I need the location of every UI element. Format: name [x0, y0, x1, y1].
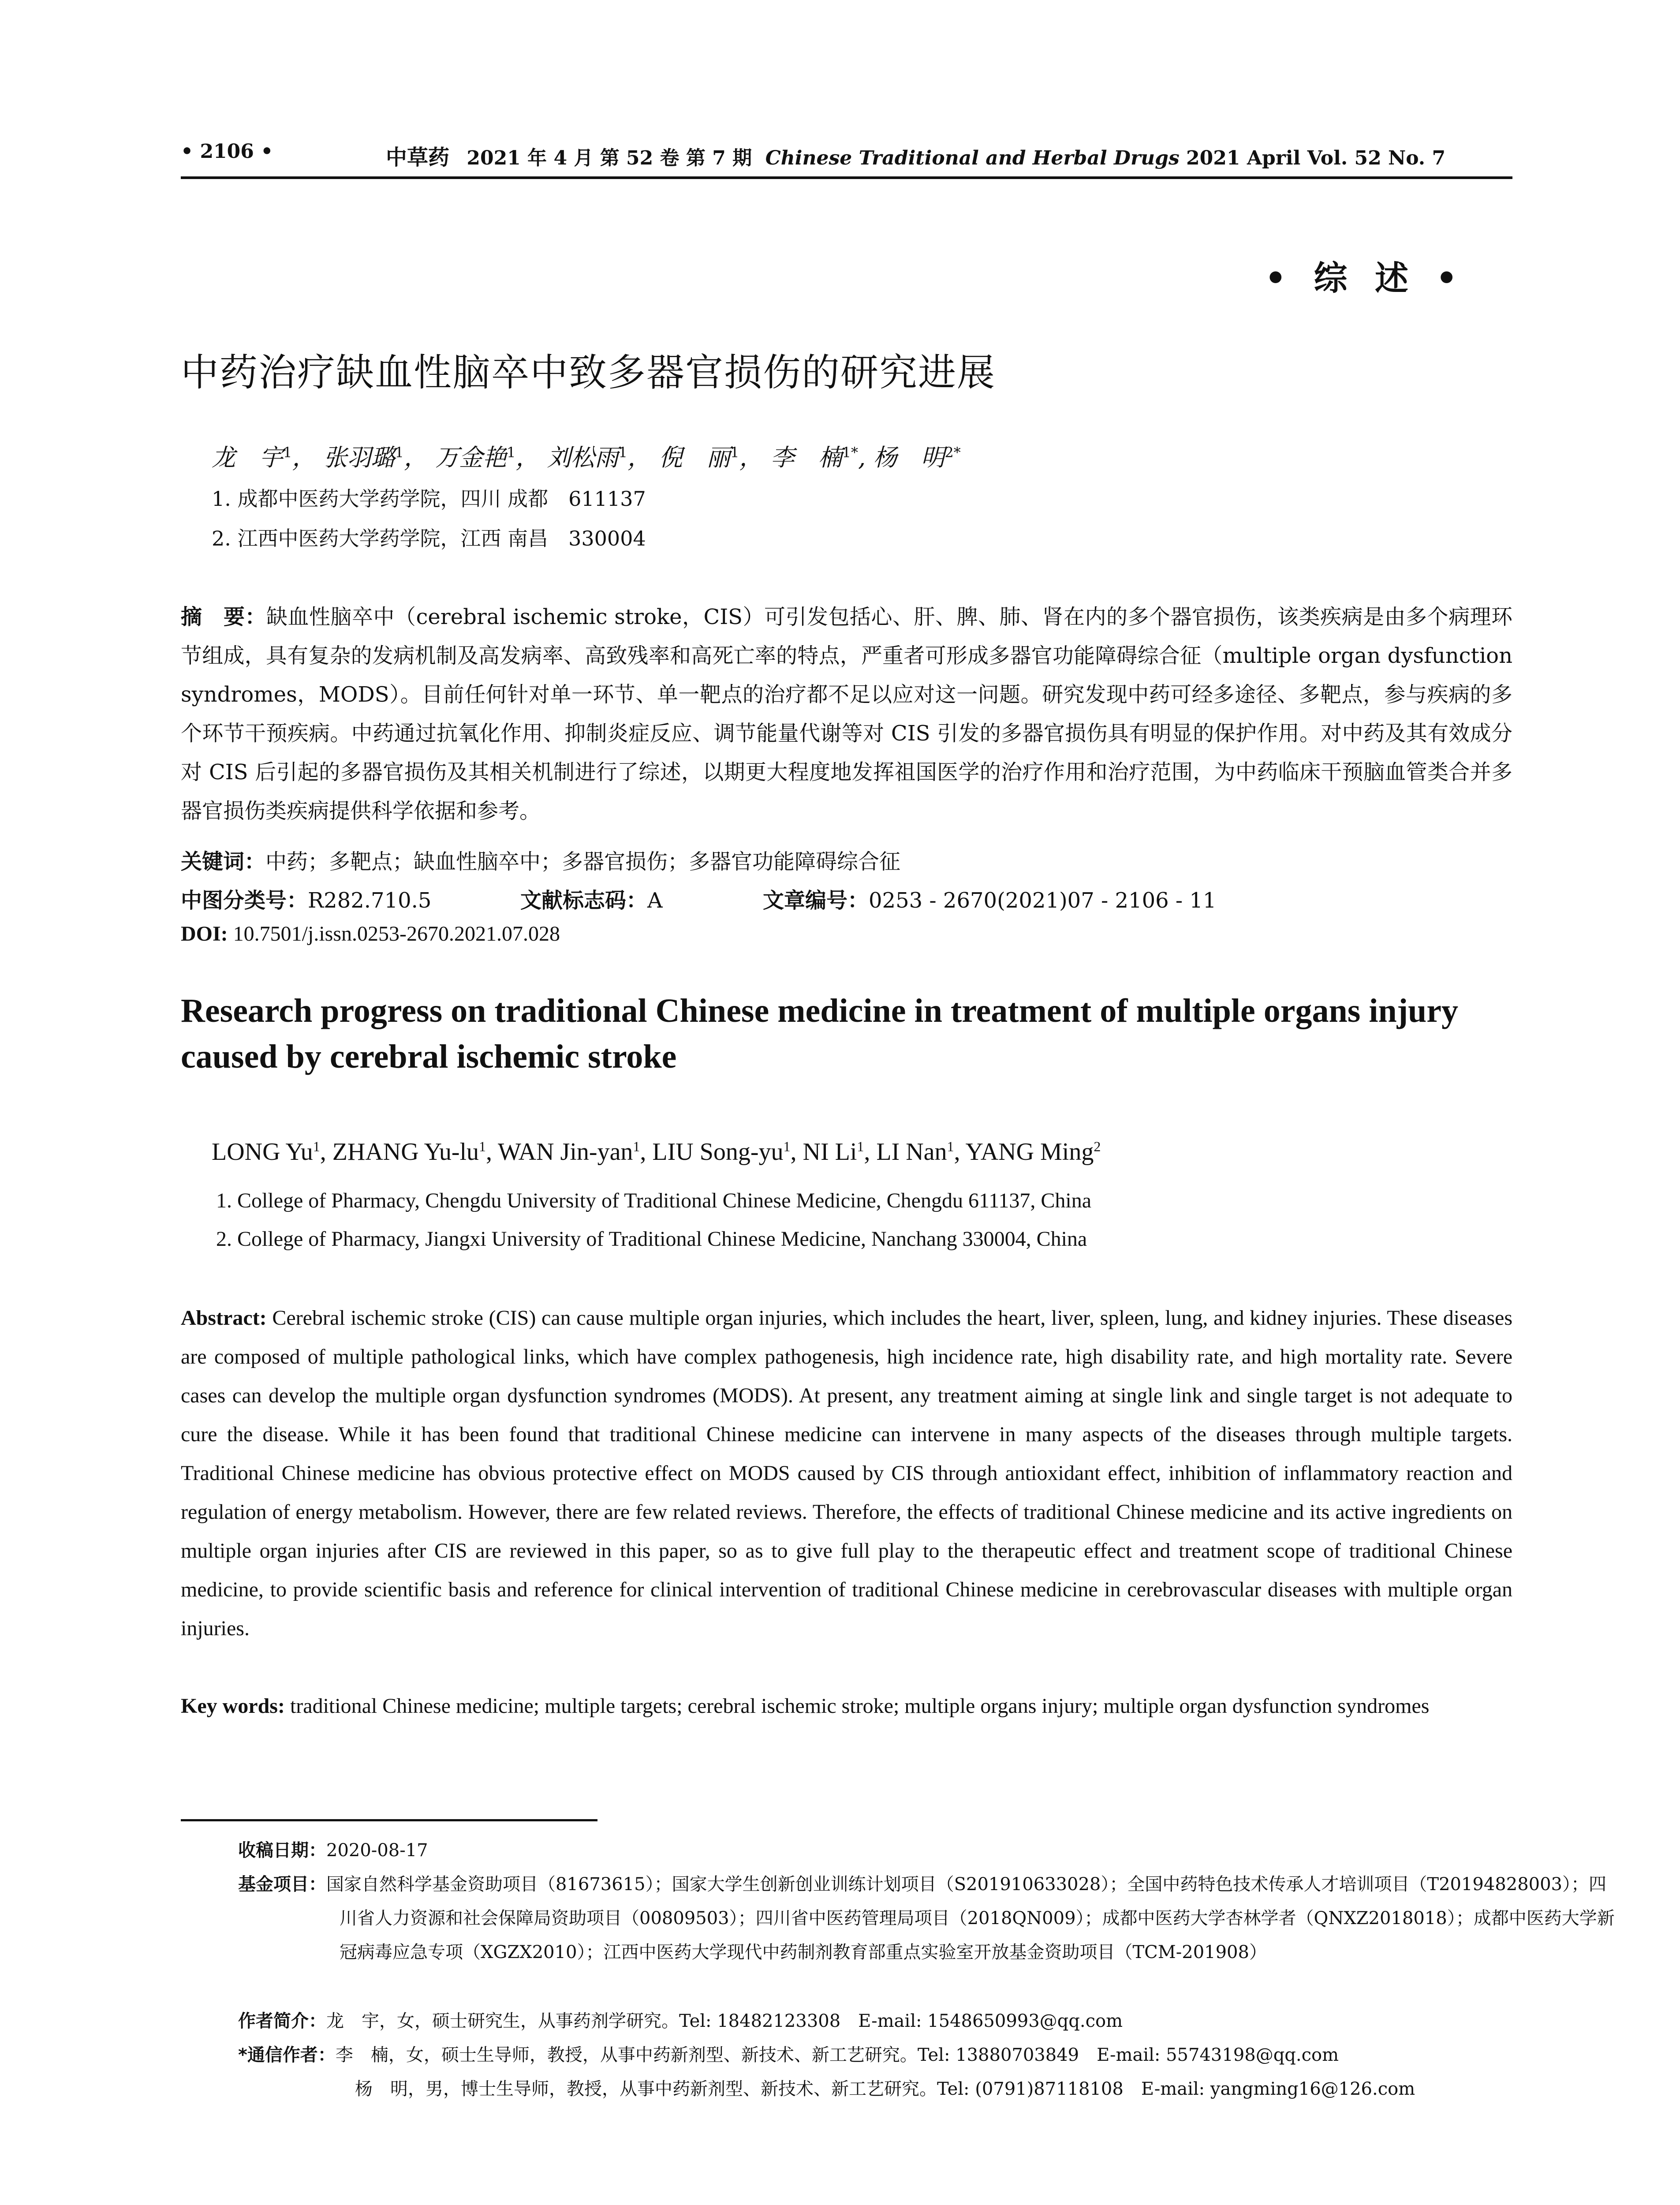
affiliation-en: 2. College of Pharmacy, Jiangxi University of Traditional Chinese Medicine, Nanchang 330004, China	[216, 1227, 1087, 1251]
journal-citation	[386, 140, 1445, 171]
author-en: WAN Jin-yan	[498, 1138, 633, 1166]
abstract-en	[181, 1299, 1512, 1648]
corresponding-1: 李 楠，女，硕士生导师，教授，从事中药新剂型、新技术、新工艺研究。Tel: 13880703849 E-mail: 55743198@qq.com	[335, 2045, 1339, 2065]
footnote-received	[238, 1834, 1517, 1868]
abstract-cn-label: 摘 要：	[181, 605, 266, 629]
author-en: ZHANG Yu-lu	[332, 1138, 479, 1166]
footnote-corresponding	[238, 2038, 1517, 2072]
authors-cn: 龙 宇$^1$， 张羽璐$^1$， 万金艳$^1$， 刘松雨$^1$， 倪 丽$^1$， 李 楠$^{1*}$, 杨 明$^{2*}$	[212, 444, 961, 471]
author-cn: 刘松雨	[547, 444, 619, 471]
affiliation-en: 1. College of Pharmacy, Chengdu University of Traditional Chinese Medicine, Chengdu 611137, China	[216, 1189, 1092, 1212]
author-cn: 杨 明	[873, 444, 945, 471]
author-cn: 张羽璐	[323, 444, 395, 471]
footnote-fund	[238, 1868, 1618, 1970]
author-cn: 龙 宇	[212, 444, 283, 471]
page-number: • 2106 •	[181, 140, 273, 163]
journal-name-en: Chinese Traditional and Herbal Drugs	[765, 147, 1180, 169]
keywords-en-text: traditional Chinese medicine; multiple targets; cerebral ischemic stroke; multiple organs injury; multiple organ dysfunction syndromes	[290, 1694, 1430, 1718]
footnote-corresponding-2: 杨 明，男，博士生导师，教授，从事中药新剂型、新技术、新工艺研究。Tel: (0791)87118108 E-mail: yangming16@126.com	[355, 2079, 1415, 2099]
doc-code	[520, 883, 663, 914]
author-en: LI Nan	[876, 1138, 947, 1166]
authors-en: LONG Yu$^1$, ZHANG $Yu-lu^1$, WAN Jin-yan$^1$, LIU Song-$yu^1$, NI Li$^1$, LI Nan$^1$, YANG Ming$^2$	[212, 1138, 1101, 1166]
doc-code-label: 文献标志码：	[520, 888, 648, 913]
received-value: 2020-08-17	[326, 1840, 428, 1861]
article-number-label: 文章编号：	[763, 888, 869, 913]
article-number-value: 0253 - 2670(2021)07 - 2106 - 11	[869, 888, 1217, 913]
title-cn: 中药治疗缺血性脑卒中致多器官损伤的研究进展	[181, 351, 996, 395]
affiliation-cn: 2. 江西中医药大学药学院，江西 南昌 330004	[212, 527, 646, 550]
section-label: • 综 述 •	[1265, 258, 1465, 298]
keywords-en	[181, 1687, 1512, 1726]
footnote-rule	[181, 1819, 597, 1821]
keywords-en-label: Key words:	[181, 1694, 285, 1718]
doc-code-value: A	[647, 888, 663, 913]
title-en: Research progress on traditional Chinese medicine in treatment of multiple organs injury caused by cerebral ischemic stroke	[181, 992, 1459, 1075]
doi-value[interactable]: 10.7501/j.issn.0253-2670.2021.07.028	[233, 922, 560, 946]
abstract-en-text: Cerebral ischemic stroke (CIS) can cause multiple organ injuries, which includes the heart, liver, spleen, lung, and kidney injuries. These diseases are composed of multiple pathological links, which have complex pathogenesis, high incidence rate, high disability rate, and high mortality rate. Severe cases can develop the multiple organ dysfunction syndromes (MODS). At present, any treatment aiming at single link and single target is not adequate to cure the disease. While it has been found that traditional Chinese medicine can intervene in many aspects of the diseases through multiple targets. Traditional Chinese medicine has obvious protective effect on MODS caused by CIS through antioxidant effect, inhibition of inflammatory reaction and regulation of energy metabolism. However, there are few related reviews. Therefore, the effects of traditional Chinese medicine and its active ingredients on multiple organ injuries after CIS are reviewed in this paper, so as to give full play to the therapeutic effect and treatment scope of traditional Chinese medicine, to provide scientific basis and reference for clinical intervention of traditional Chinese medicine in cerebrovascular diseases with multiple organ injuries.	[181, 1306, 1513, 1640]
issue-cn: 2021 年 4 月 第 52 卷 第 7 期	[467, 147, 752, 169]
article-number	[763, 883, 1216, 914]
fund-value: 国家自然科学基金资助项目（81673615）；国家大学生创新创业训练计划项目（S201910633028）；全国中药特色技术传承人才培训项目（T20194828003）；四川省人力资源和社会保障局资助项目（00809503）；四川省中医药管理局项目（2018QN009）；成都中医药大学杏林学者（QNXZ2018018）；成都中医药大学新冠病毒应急专项（XGZX2010）；江西中医药大学现代中药制剂教育部重点实验室开放基金资助项目（TCM-201908）	[326, 1874, 1615, 1962]
clc-value: R282.710.5	[308, 888, 432, 913]
author-cn: 倪 丽	[659, 444, 731, 471]
abstract-en-label: Abstract:	[181, 1306, 267, 1330]
abstract-cn-text: 缺血性脑卒中（cerebral ischemic stroke，CIS）可引发包括心、肝、脾、肺、肾在内的多个器官损伤，该类疾病是由多个病理环节组成，具有复杂的发病机制及高发病率、高致残率和高死亡率的特点，严重者可形成多器官功能障碍综合征（multiple organ dysfunction syndromes，MODS）。目前任何针对单一环节、单一靶点的治疗都不足以应对这一问题。研究发现中药可经多途径、多靶点，参与疾病的多个环节干预疾病。中药通过抗氧化作用、抑制炎症反应、调节能量代谢等对 CIS 引发的多器官损伤具有明显的保护作用。对中药及其有效成分对 CIS 后引起的多器官损伤及其相关机制进行了综述，以期更大程度地发挥祖国医学的治疗作用和治疗范围，为中药临床干预脑血管类合并多器官损伤类疾病提供科学依据和参考。	[181, 605, 1512, 823]
footnote-author	[238, 2004, 1517, 2038]
issue-en: 2021 April Vol. 52 No. 7	[1186, 147, 1446, 169]
author-bio-label: 作者简介：	[238, 2011, 326, 2031]
author-cn: 万金艳	[435, 444, 507, 471]
author-en: LIU Song-yu	[652, 1138, 784, 1166]
journal-logo-cn: 中草药	[386, 145, 450, 170]
corresponding-label: *通信作者：	[238, 2045, 336, 2065]
author-en: NI Li	[803, 1138, 857, 1166]
received-label: 收稿日期：	[238, 1840, 326, 1861]
fund-label: 基金项目：	[238, 1874, 326, 1895]
doi	[181, 922, 560, 946]
classification-row	[181, 883, 431, 914]
doi-label: DOI:	[181, 922, 228, 946]
author-en: LONG Yu	[212, 1138, 313, 1166]
keywords-cn	[181, 845, 900, 875]
header-rule	[181, 176, 1512, 179]
affiliation-cn: 1. 成都中医药大学药学院，四川 成都 611137	[212, 487, 646, 511]
author-en: YANG Ming	[965, 1138, 1094, 1166]
author-bio-value: 龙 宇，女，硕士研究生，从事药剂学研究。Tel: 18482123308 E-mail: 1548650993@qq.com	[326, 2011, 1123, 2031]
abstract-cn	[181, 598, 1512, 830]
keywords-cn-label: 关键词：	[181, 849, 266, 874]
clc-label: 中图分类号：	[181, 888, 308, 913]
author-cn: 李 楠	[770, 444, 842, 471]
keywords-cn-text: 中药；多靶点；缺血性脑卒中；多器官损伤；多器官功能障碍综合征	[265, 849, 901, 874]
